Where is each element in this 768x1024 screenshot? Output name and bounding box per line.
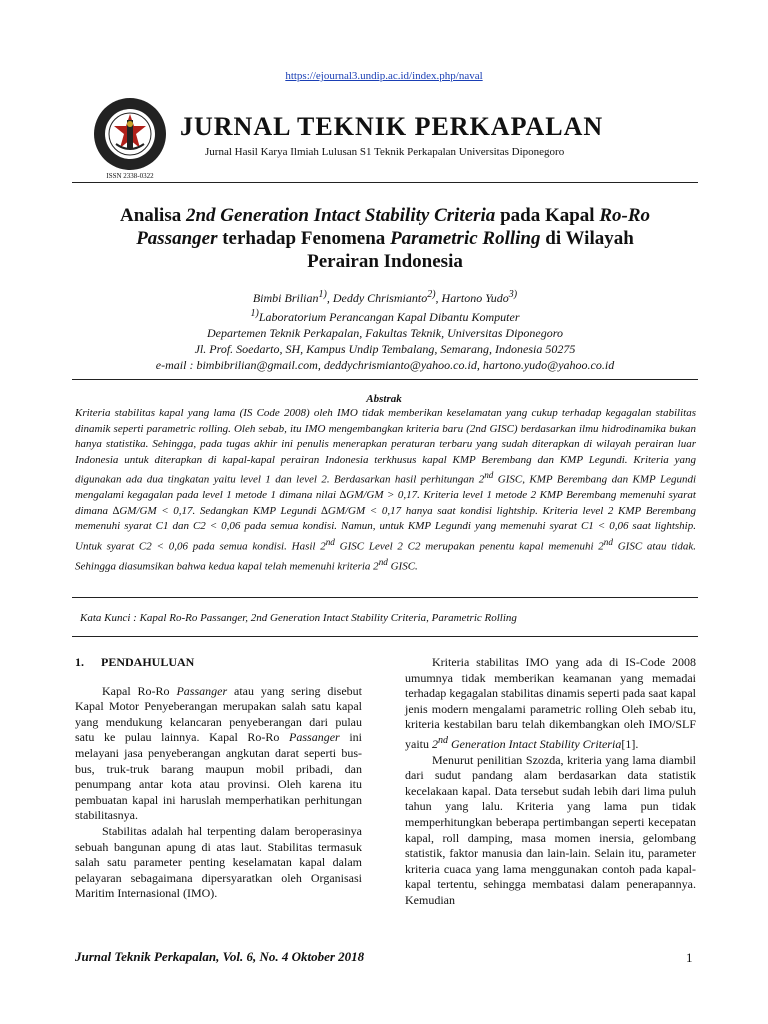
abstract-top-rule <box>72 379 698 380</box>
paper-title: Analisa 2nd Generation Intact Stability Criteria pada Kapal Ro-Ro Passanger terhadap Fenomena Parametric Rolling di Wilayah Perairan Indonesia <box>119 205 651 272</box>
paragraph: Kapal Ro-Ro Passanger atau yang sering disebut Kapal Motor Penyeberangan merupakan salah satu kapal yang mendukung kelancaran penyeberangan dari pulau satu ke pulau lainnya. Kapal Ro-Ro Passanger ini melayani jasa penyeberangan angkutan darat seperti bus-bus, truk-truk barang maupun mobil pribadi, dan penumpang antar kota atau provinsi. Oleh karena itu pembuatan kapal ini haruslah memperhatikan perhitungan stabilitasnya. <box>75 683 363 823</box>
header-rule <box>72 182 698 183</box>
abstract-text: Kriteria stabilitas kapal yang lama (IS Code 2008) oleh IMO tidak memberikan keselamatan yang cukup terhadap kegagalan stabilitas dinamik seperti parametric rolling. Oleh sebab, itu IMO mengembangkan kriteria baru (2nd GISC) berdasarkan ilmu hidrodinamika bukan hanya statistika. Sehingga, pada tugas akhir ini penulis menerapkan peraturan terbaru yang sudah diterapkan di wilayah perairan luar Indonesia untuk diterapkan di kapal-kapal perairan Indonesia terkhusus kapal KMP Berembang dan KMP Legundi. Kriteria yang digunakan ada dua tingkatan yaitu level 1 dan level 2. Berdasarkan hasil perhitungan 2nd GISC, KMP Berembang dan KMP Legundi mengalami kegagalan pada level 1 metode 1 dimana nilai ∆GM/GM > 0,17. Kriteria level 1 metode 2 KMP Berembang memenuhi syarat dimana ∆GM/GM < 0,17. Sedangkan KMP Legundi ∆GM/GM < 0,17 hanya saat kondisi lightship. Kriteria level 2 KMP Berembang memenuhi syarat C1 dan C2 < 0,06 pada semua kondisi. Namun, untuk KMP Legundi yang memenuhi syarat C1 < 0,06 saat lightship. Untuk syarat C2 < 0,06 pada semua kondisi. Hasil 2nd GISC Level 2 C2 merupakan penentu kapal memenuhi 2nd GISC atau tidak. Sehingga diasumsikan bahwa kedua kapal telah memenuhi kriteria 2nd GISC. <box>75 407 697 573</box>
journal-subtitle: Jurnal Hasil Karya Ilmiah Lulusan S1 Teknik Perkapalan Universitas Diponegoro <box>205 146 565 158</box>
university-logo <box>92 96 168 172</box>
journal-link[interactable]: https://ejournal3.undip.ac.id/index.php/naval <box>285 70 483 82</box>
abstract-heading: Abstrak <box>366 393 402 405</box>
keywords-top-rule <box>72 597 698 598</box>
section-heading: 1. PENDAHULUAN <box>75 655 195 669</box>
paragraph: Stabilitas adalah hal terpenting dalam beroperasinya sebuah bangunan apung di atas laut. Stabilitas termasuk salah satu parameter penting keselamatan kapal dalam pelayaran sebagaimana dipersyaratkan oleh Organisasi Maritim Internasional (IMO). <box>75 823 362 901</box>
footer-citation: Jurnal Teknik Perkapalan, Vol. 6, No. 4 Oktober 2018 <box>75 949 365 964</box>
paragraph: Kriteria stabilitas IMO yang ada di IS-Code 2008 umumnya tidak memberikan keamanan yang memadai terhadap kegagalan stabilitas dinamis seperti pada saat kapal jenis modern mengalami parametric rolling Oleh sebab itu, kriteria kestabilan baru telah dikembangkan oleh IMO/SLF yaitu 2nd Generation Intact Stability Criteria[1]. <box>405 655 696 751</box>
keywords: Kata Kunci : Kapal Ro-Ro Passanger, 2nd Generation Intact Stability Criteria, Parametric Rolling <box>80 612 517 624</box>
author-names: Bimbi Brilian$^{1)}$, Deddy Chrismianto$^{2)}$, Hartono Yudo$^{3)}$ <box>252 289 518 305</box>
author-address: Jl. Prof. Soedarto, SH, Kampus Undip Tembalang, Semarang, Indonesia 50275 <box>194 342 576 356</box>
keywords-bottom-rule <box>72 636 698 637</box>
author-department: Departemen Teknik Perkapalan, Fakultas Teknik, Universitas Diponegoro <box>207 326 563 340</box>
issn-label: ISSN 2338-0322 <box>106 172 154 180</box>
author-email: e-mail : bimbibrilian@gmail.com, deddychrismianto@yahoo.co.id, hartono.yudo@yahoo.co.id <box>155 358 615 372</box>
page-number: 1 <box>686 950 693 965</box>
left-column <box>75 655 362 902</box>
author-affiliation: $^{1)}$Laboratorium Perancangan Kapal Dibantu Komputer <box>250 308 520 324</box>
right-column <box>405 655 696 909</box>
journal-title: JURNAL TEKNIK PERKAPALAN <box>180 112 604 141</box>
author-block <box>70 287 700 373</box>
paragraph: Menurut penilitian Szozda, kriteria yang lama diambil dari sudut pandang alam berdasarkan data statistik kecelakaan kapal. Data tersebut sudah lebih dari lima puluh tahun yang lalu. Kriteria yang lama pun tidak memperhitungkan beberapa pertimbangan seperti kecepatan kapal, roll damping, masa momen inersia, gelombang statistik, faktor manusia dan lain-lain. Selain itu, parameter kriteria cuaca yang lama menggunakan contoh pada kapal-kapal tertentu, sehingga membatasi dalam penerapannya. Kemudian <box>405 752 696 907</box>
journal-url <box>0 70 768 82</box>
